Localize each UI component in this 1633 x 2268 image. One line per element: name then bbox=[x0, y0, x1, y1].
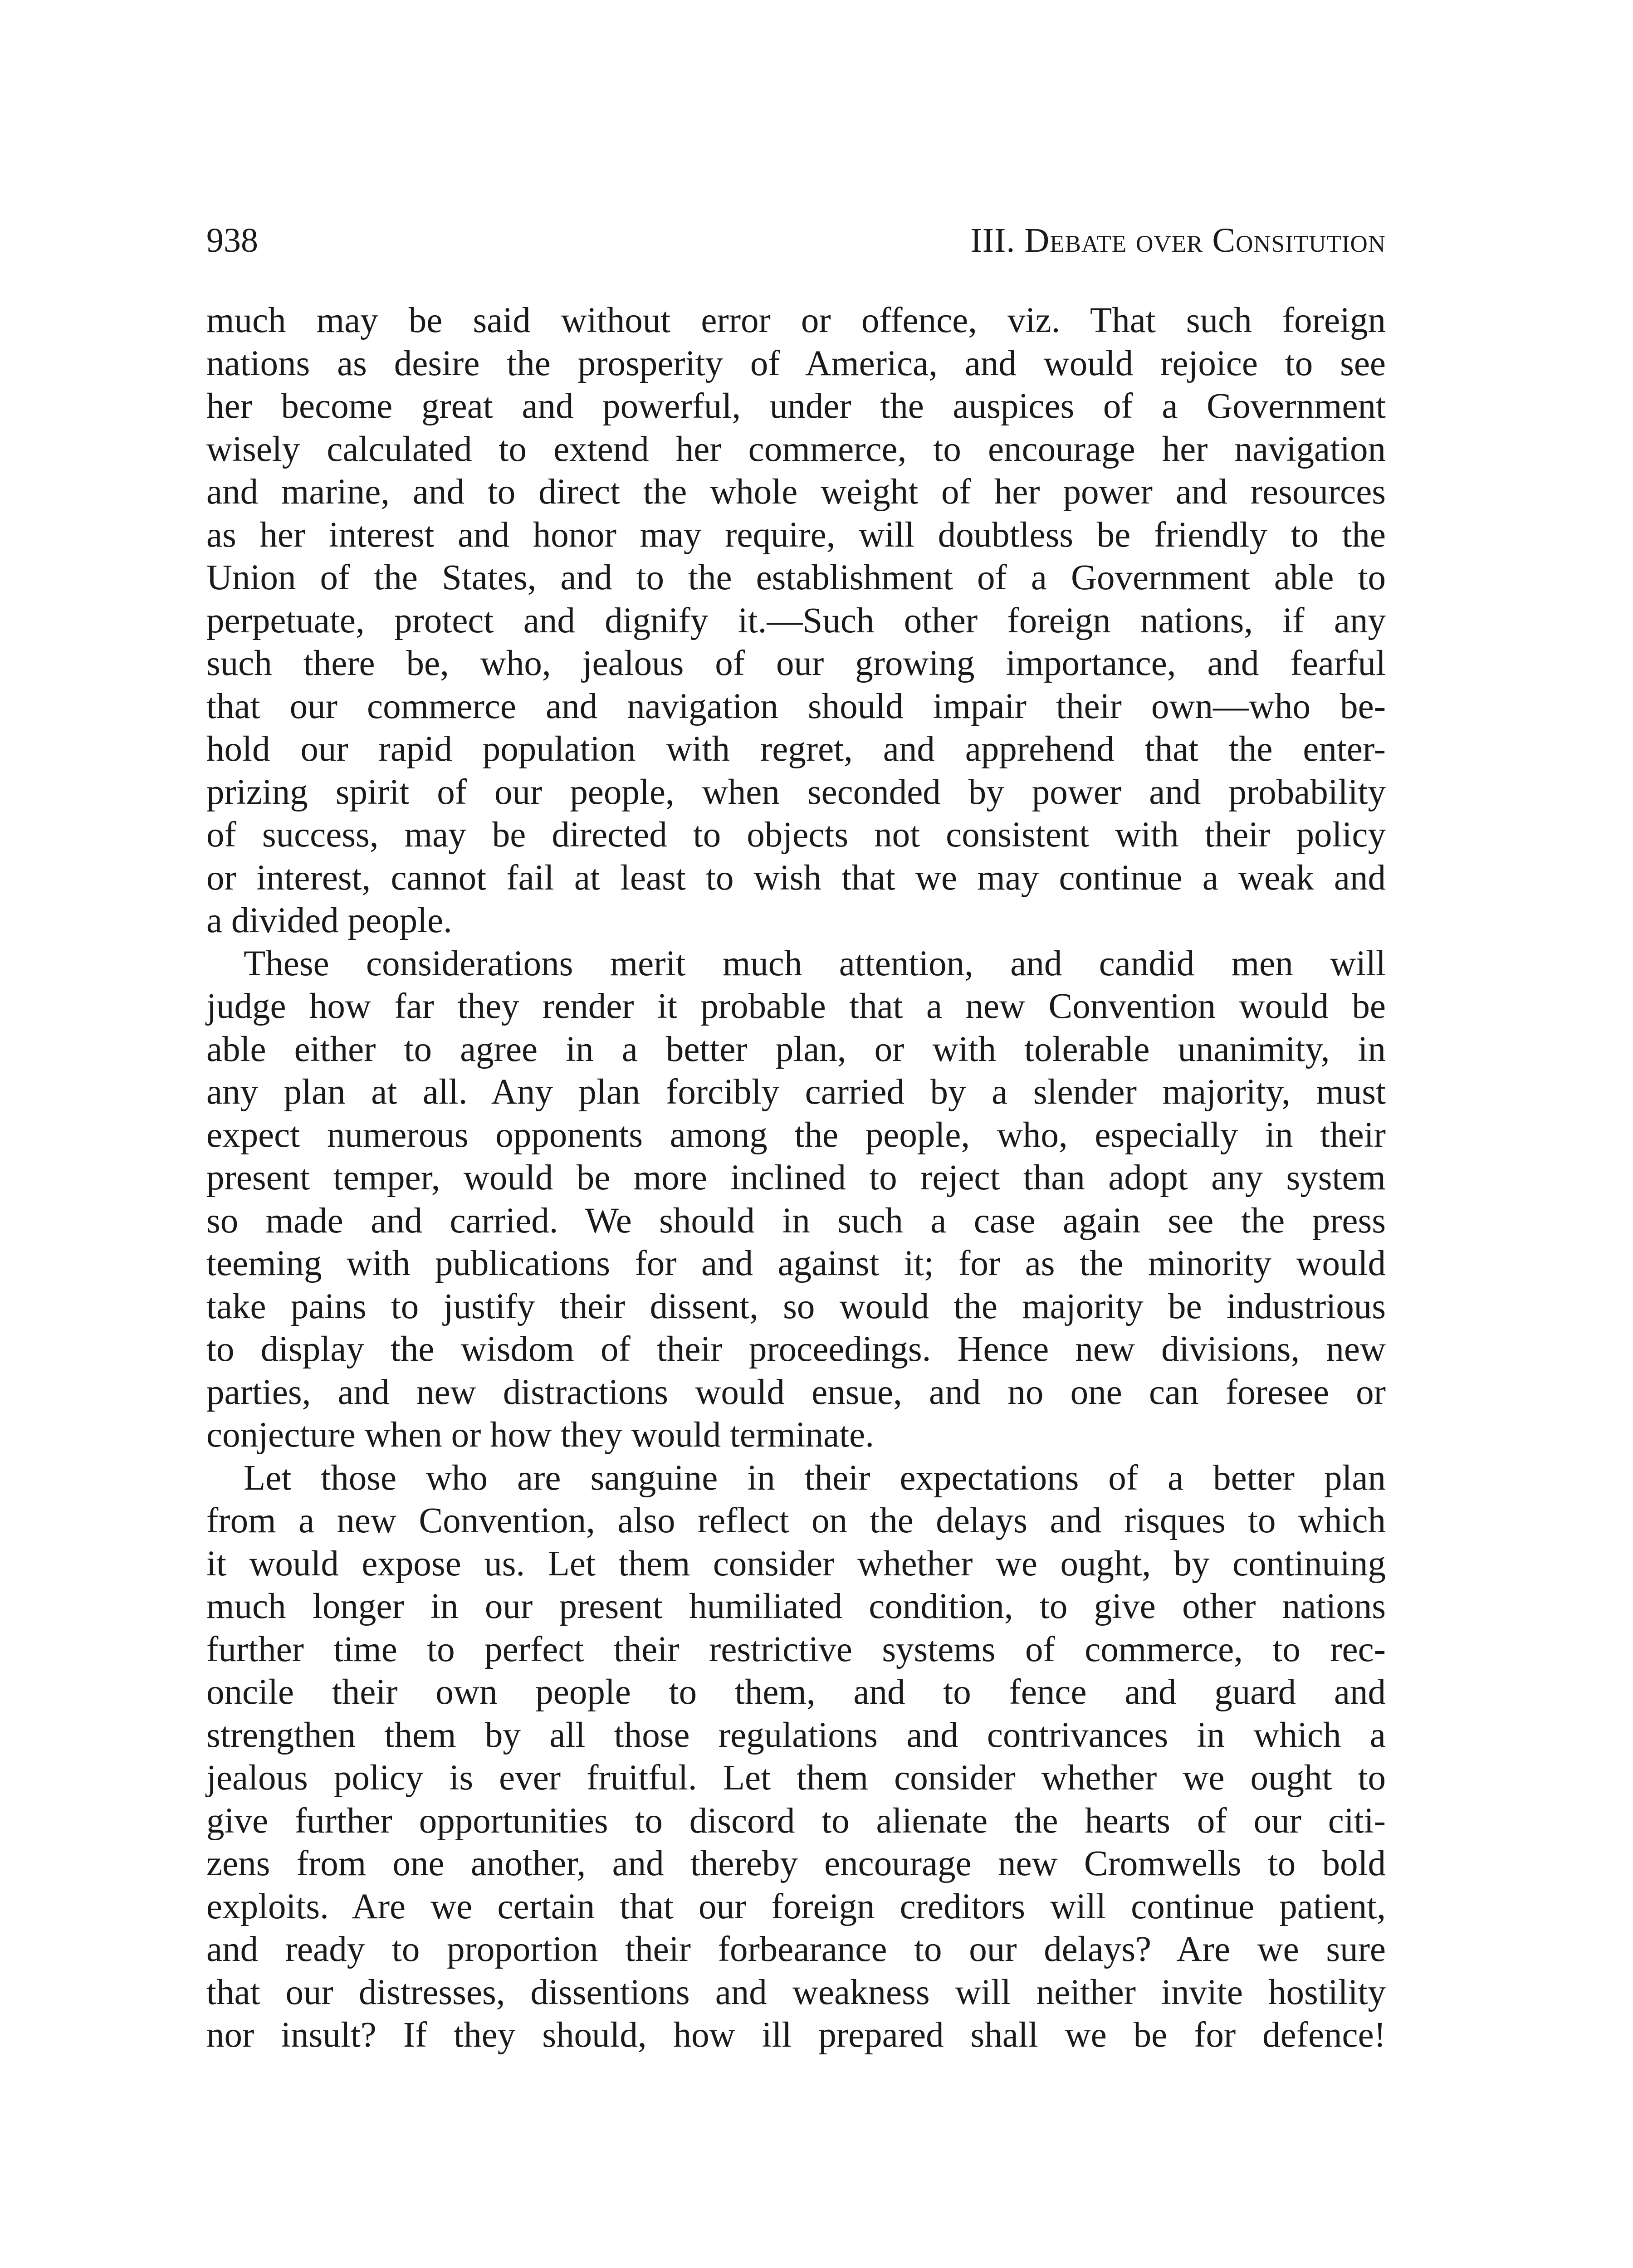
text-line: any plan at all. Any plan forcibly carried by a slender majority, must bbox=[206, 1072, 1386, 1112]
text-line: a divided people. bbox=[206, 901, 452, 940]
text-line: zens from one another, and thereby encourage new Cromwells to bold bbox=[206, 1844, 1386, 1883]
paragraph-3 bbox=[206, 1457, 1386, 2057]
text-line: give further opportunities to discord to alienate the hearts of our citi- bbox=[206, 1801, 1386, 1841]
text-line: perpetuate, protect and dignify it.—Such other foreign nations, if any bbox=[206, 601, 1386, 640]
text-line: wisely calculated to extend her commerce, to encourage her navigation bbox=[206, 429, 1386, 469]
text-line: conjecture when or how they would terminate. bbox=[206, 1415, 874, 1455]
paragraph-1 bbox=[206, 299, 1386, 943]
text-line: further time to perfect their restrictive systems of commerce, to rec- bbox=[206, 1629, 1386, 1669]
text-line: nor insult? If they should, how ill prepared shall we be for defence! bbox=[206, 2015, 1386, 2055]
text-line: and ready to proportion their forbearance to our delays? Are we sure bbox=[206, 1930, 1386, 1969]
text-line: strengthen them by all those regulations and contrivances in which a bbox=[206, 1715, 1386, 1755]
text-line: that our distresses, dissentions and weakness will neither invite hostility bbox=[206, 1972, 1386, 2012]
text-line: expect numerous opponents among the people, who, especially in their bbox=[206, 1115, 1386, 1155]
text-line: exploits. Are we certain that our foreign creditors will continue patient, bbox=[206, 1887, 1386, 1926]
body-text bbox=[206, 299, 1386, 2057]
text-line: teeming with publications for and against it; for as the minority would bbox=[206, 1244, 1386, 1283]
text-line: or interest, cannot fail at least to wish that we may continue a weak and bbox=[206, 858, 1386, 898]
text-line: able either to agree in a better plan, or with tolerable unanimity, in bbox=[206, 1029, 1386, 1069]
text-line: from a new Convention, also reflect on the delays and risques to which bbox=[206, 1501, 1386, 1540]
text-line: oncile their own people to them, and to fence and guard and bbox=[206, 1672, 1386, 1712]
page-number: 938 bbox=[206, 221, 258, 259]
running-title: III. Debate over Consitution bbox=[970, 221, 1386, 259]
text-line: judge how far they render it probable that a new Convention would be bbox=[206, 987, 1386, 1026]
text-line: that our commerce and navigation should impair their own—who be- bbox=[206, 686, 1386, 726]
running-head bbox=[206, 218, 1386, 263]
text-line: prizing spirit of our people, when seconded by power and probability bbox=[206, 772, 1386, 812]
text-line: Let those who are sanguine in their expectations of a better plan bbox=[244, 1458, 1386, 1498]
text-line: of success, may be directed to objects not consistent with their policy bbox=[206, 815, 1386, 855]
paragraph-2 bbox=[206, 943, 1386, 1457]
text-line: as her interest and honor may require, will doubtless be friendly to the bbox=[206, 515, 1386, 555]
text-line: much may be said without error or offence, viz. That such foreign bbox=[206, 301, 1386, 340]
text-line: present temper, would be more inclined to reject than adopt any system bbox=[206, 1158, 1386, 1198]
text-line: parties, and new distractions would ensue, and no one can foresee or bbox=[206, 1372, 1386, 1412]
text-line: Union of the States, and to the establishment of a Government able to bbox=[206, 558, 1386, 597]
text-line: hold our rapid population with regret, and apprehend that the enter- bbox=[206, 729, 1386, 769]
text-line: much longer in our present humiliated condition, to give other nations bbox=[206, 1587, 1386, 1626]
text-line: it would expose us. Let them consider whether we ought, by continuing bbox=[206, 1544, 1386, 1584]
text-line: and marine, and to direct the whole weight of her power and resources bbox=[206, 472, 1386, 512]
text-line: to display the wisdom of their proceedings. Hence new divisions, new bbox=[206, 1330, 1386, 1369]
text-line: take pains to justify their dissent, so would the majority be industrious bbox=[206, 1286, 1386, 1326]
text-line: so made and carried. We should in such a case again see the press bbox=[206, 1201, 1386, 1241]
text-line: nations as desire the prosperity of America, and would rejoice to see bbox=[206, 343, 1386, 383]
text-line: jealous policy is ever fruitful. Let them consider whether we ought to bbox=[206, 1758, 1386, 1798]
text-line: These considerations merit much attention, and candid men will bbox=[244, 943, 1386, 983]
text-line: such there be, who, jealous of our growing importance, and fearful bbox=[206, 644, 1386, 683]
text-line: her become great and powerful, under the auspices of a Government bbox=[206, 386, 1386, 426]
